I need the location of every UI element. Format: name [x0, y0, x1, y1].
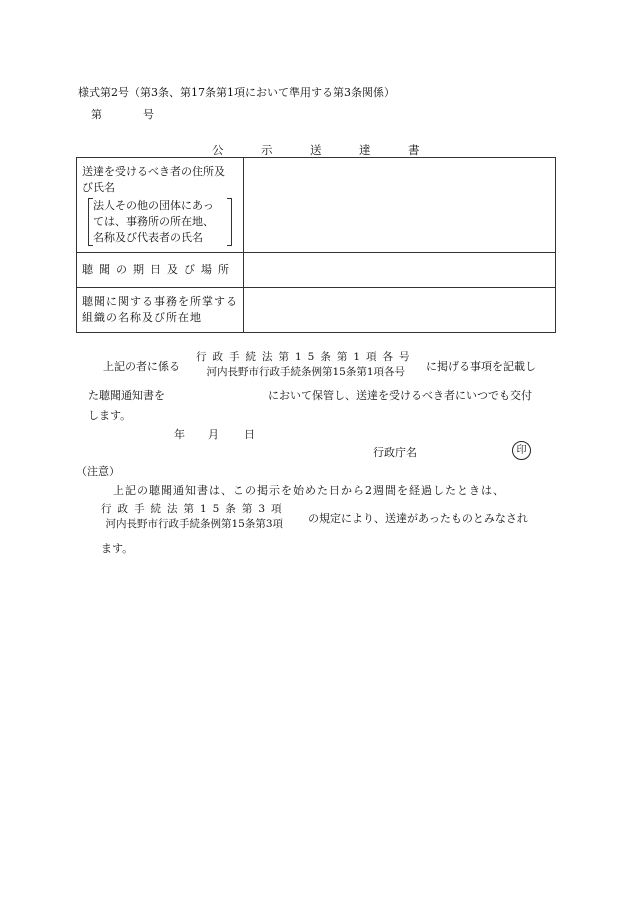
title-char: 達 [359, 143, 371, 157]
date-day: 日 [244, 428, 255, 441]
para1-line2-tail: において保管し、送達を受けるべき者にいつでも交付 [268, 389, 532, 402]
address-name-main: 送達を受けるべき者の住所及び氏名 [82, 165, 225, 194]
note-line: 法人その他の団体にあっ [93, 199, 214, 212]
note-line: ては、事務所の所在地、 [93, 215, 214, 228]
address-name-label [77, 158, 244, 253]
hearing-date-place-value[interactable] [244, 253, 556, 288]
date-year: 年 [174, 428, 185, 441]
agency-name-label: 行政庁名 [373, 446, 417, 459]
document-title [212, 142, 457, 158]
hearing-date-place-label: 聴聞の期日及び場所 [77, 253, 244, 288]
note-line: 名称及び代表者の氏名 [93, 231, 203, 244]
title-char: 送 [310, 143, 322, 157]
form-title: 様式第2号（第3条、第17条第1項において準用する第3条関係） [78, 86, 395, 99]
table-row [77, 253, 556, 288]
date-month: 月 [208, 428, 219, 441]
note-line3: ます。 [101, 542, 134, 555]
law-reference-1: 行政手続法第15条第1項各号 河内長野市行政手続条例第15条第1項各号 [196, 351, 416, 378]
para1-lead: 上記の者に係る [103, 360, 180, 373]
table-row [77, 288, 556, 333]
document-number [91, 106, 154, 122]
organization-label: 聴聞に関する事務を所掌する組織の名称及び所在地 [77, 288, 244, 333]
para1-tail: に掲げる事項を記載し [426, 360, 536, 373]
note-line1: 上記の聴聞通知書は、この掲示を始めた日から2週間を経過したときは、 [113, 484, 505, 497]
title-char: 示 [261, 143, 273, 157]
para1-line2-lead: た聴聞通知書を [88, 389, 165, 402]
address-name-value[interactable] [244, 158, 556, 253]
law-reference-2: 行政手続法第15条第3項 河内長野市行政手続条例第15条第3項 [101, 503, 288, 530]
para1-line3: します。 [88, 409, 132, 422]
seal-mark: 印 [512, 441, 531, 460]
corporation-note [88, 198, 232, 246]
note-line2-tail: の規定により、送達があったものとみなされ [308, 512, 528, 525]
info-table [76, 157, 556, 333]
number-suffix: 号 [143, 108, 154, 121]
organization-value[interactable] [244, 288, 556, 333]
number-prefix: 第 [91, 108, 102, 121]
title-char: 公 [212, 143, 224, 157]
title-char: 書 [408, 143, 420, 157]
note-heading: （注意） [76, 465, 120, 478]
table-row [77, 158, 556, 253]
